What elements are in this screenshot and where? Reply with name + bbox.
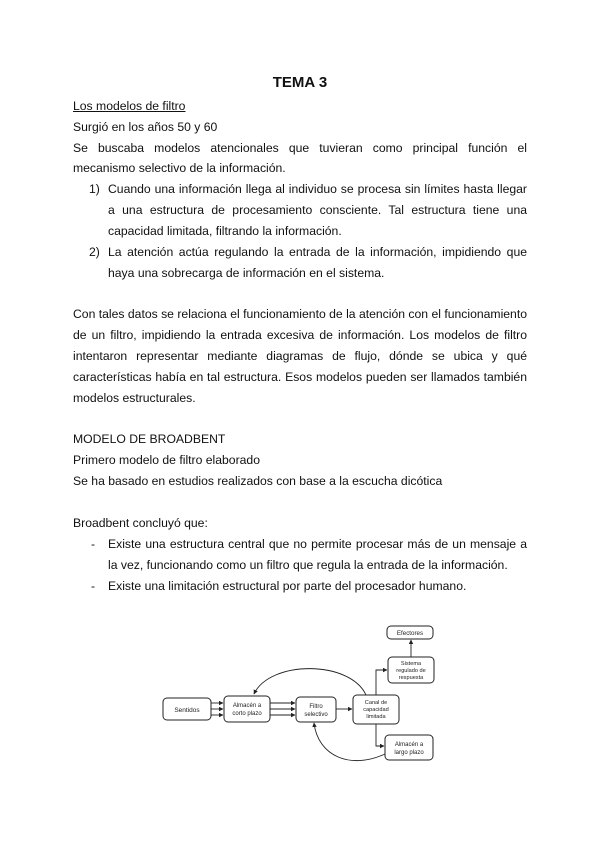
broadbent-concluded: Broadbent concluyó que: xyxy=(73,516,208,530)
paragraph-line-5: modelos estructurales. xyxy=(73,391,196,405)
origin-line: Surgió en los años 50 y 60 xyxy=(73,120,218,134)
broadbent-line-1: Primero modelo de filtro elaborado xyxy=(73,453,260,467)
arrow-feedback-to-filtro xyxy=(314,723,385,761)
bullet-1-line-2: la vez, funcionando como un filtro que regula la entrada de la información. xyxy=(108,558,508,572)
paragraph-line-3: intentaron representar mediante diagramas de flujo, dónde se ubica y qué xyxy=(73,349,527,363)
label-canal-1: Canal de xyxy=(364,700,388,706)
list-item-2-line-1: La atención actúa regulando la entrada de la información, impidiendo que xyxy=(108,245,527,259)
box-almacen-corto xyxy=(224,696,270,722)
intro-line-2: mecanismo selectivo de la información. xyxy=(73,161,286,175)
label-filtro-2: selectivo xyxy=(304,712,328,718)
bullet-2-line-1: Existe una limitación estructural por parte del procesador humano. xyxy=(108,579,467,593)
paragraph-line-2: de un filtro, impidiendo la entrada excesiva de información. Los modelos de filtro xyxy=(73,328,527,342)
list-item-1-line-1: Cuando una información llega al individuo se procesa sin límites hasta llegar xyxy=(108,182,527,196)
box-canal xyxy=(353,695,399,724)
arrow-feedback-to-almacen xyxy=(254,669,366,695)
section-heading-broadbent: MODELO DE BROADBENT xyxy=(73,432,226,446)
paragraph-line-1: Con tales datos se relaciona el funcionamiento de la atención con el funcionamiento xyxy=(73,307,527,321)
page-title: TEMA 3 xyxy=(272,74,328,91)
label-almacen-corto-2: corto plazo xyxy=(232,711,262,717)
box-sentidos xyxy=(163,698,211,720)
label-canal-3: limitada xyxy=(366,714,386,720)
list-item-2-line-2: haya una sobrecarga de información en el sistema. xyxy=(108,266,385,280)
bullet-dash-2: - xyxy=(91,579,96,593)
box-filtro xyxy=(296,697,336,722)
arrows-almacen-to-filtro xyxy=(270,703,295,715)
label-sistema-2: regulado de xyxy=(396,668,426,674)
list-item-1-line-3: capacidad limitada, filtrando la información. xyxy=(108,224,342,238)
section-heading-filter-models: Los modelos de filtro xyxy=(73,99,186,113)
label-filtro-1: Filtro xyxy=(309,704,323,710)
list-item-1-line-2: a una estructura de procesamiento consciente. Tal estructura tiene una xyxy=(108,203,527,217)
label-canal-2: capacidad xyxy=(363,707,389,713)
box-almacen-largo xyxy=(385,735,433,760)
label-sentidos: Sentidos xyxy=(174,707,200,714)
label-almacen-largo-2: largo plazo xyxy=(394,750,424,756)
label-almacen-corto-1: Almacén a xyxy=(232,703,262,709)
label-almacen-largo-1: Almacén a xyxy=(394,742,424,748)
box-efectores xyxy=(387,626,433,639)
label-sistema-1: Sistema xyxy=(400,661,422,667)
bullet-dash-1: - xyxy=(91,537,96,551)
box-sistema xyxy=(388,657,434,683)
list-number-2: 2) xyxy=(89,245,100,259)
bullet-1-line-1: Existe una estructura central que no permite procesar más de un mensaje a xyxy=(108,537,527,551)
paragraph-line-4: características había en tal estructura. Esos modelos pueden ser llamados también xyxy=(73,370,527,384)
label-efectores: Efectores xyxy=(396,630,424,637)
label-sistema-3: respuesta xyxy=(398,675,424,681)
intro-line-1: Se buscaba modelos atencionales que tuvieran como principal función el xyxy=(73,141,527,155)
broadbent-line-2: Se ha basado en estudios realizados con base a la escucha dicótica xyxy=(73,474,443,488)
arrow-canal-to-sistema xyxy=(376,670,387,695)
list-number-1: 1) xyxy=(89,182,100,196)
arrow-canal-to-almacen-largo xyxy=(376,724,384,746)
arrows-sentidos-to-almacen xyxy=(211,703,223,715)
